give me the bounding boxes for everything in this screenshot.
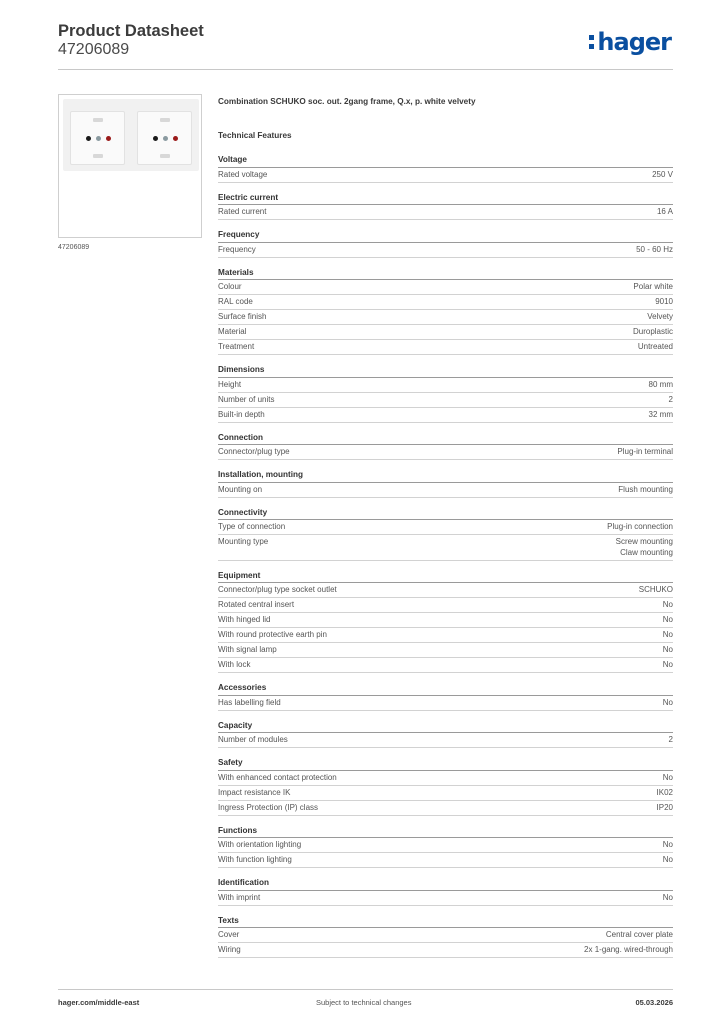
feature-value: Duroplastic <box>632 327 673 336</box>
section-title: Equipment <box>218 569 673 584</box>
section-title: Identification <box>218 876 673 891</box>
feature-row <box>218 891 673 906</box>
feature-label: With orientation lighting <box>218 840 302 850</box>
socket-frame-image <box>63 99 199 171</box>
feature-row <box>218 310 673 325</box>
feature-value-line: Screw mounting <box>615 537 673 546</box>
feature-label: Rated current <box>218 207 267 216</box>
image-caption: 47206089 <box>58 244 90 251</box>
footer-notice: Subject to technical changes <box>316 998 412 1007</box>
feature-value: Plug-in connection <box>607 522 673 531</box>
feature-value: No <box>662 855 673 865</box>
feature-value: No <box>662 697 673 707</box>
feature-value: 50 - 60 Hz <box>636 244 673 254</box>
socket-outlet-right <box>137 111 192 165</box>
feature-label: Connector/plug type <box>218 447 290 456</box>
feature-value: 32 mm <box>648 409 673 419</box>
feature-row <box>218 598 673 613</box>
feature-row <box>218 393 673 408</box>
feature-label: With signal lamp <box>218 645 277 655</box>
feature-label: RAL code <box>218 297 253 306</box>
section-title: Accessories <box>218 681 673 696</box>
section-title: Installation, mounting <box>218 468 673 483</box>
feature-value: 250 V <box>652 169 673 179</box>
feature-row <box>218 535 673 561</box>
feature-row <box>218 786 673 801</box>
section-title: Functions <box>218 824 673 839</box>
feature-label: With enhanced contact protection <box>218 772 337 782</box>
feature-value: Velvety <box>647 312 673 321</box>
section-title: Materials <box>218 266 673 281</box>
feature-row <box>218 733 673 748</box>
feature-label: Number of modules <box>218 735 288 745</box>
feature-value: Polar white <box>633 282 673 291</box>
product-description: Combination SCHUKO soc. out. 2gang frame, Q.x, p. white velvety <box>218 97 476 106</box>
feature-row <box>218 943 673 958</box>
logo-dots-icon <box>589 35 595 49</box>
feature-section <box>218 719 673 749</box>
feature-label: With round protective earth pin <box>218 630 327 640</box>
feature-row <box>218 583 673 598</box>
feature-label: Impact resistance IK <box>218 787 291 797</box>
feature-row <box>218 378 673 393</box>
feature-value: No <box>662 630 673 640</box>
feature-label: With imprint <box>218 892 261 902</box>
feature-row <box>218 205 673 220</box>
feature-value <box>616 536 673 559</box>
hager-logo <box>589 28 671 56</box>
feature-value: No <box>662 660 673 670</box>
feature-label: Height <box>218 379 242 389</box>
feature-section <box>218 506 673 561</box>
feature-label: With lock <box>218 660 251 670</box>
feature-section <box>218 153 673 183</box>
feature-label: Built-in depth <box>218 409 265 419</box>
feature-label: Rotated central insert <box>218 600 295 610</box>
feature-section <box>218 876 673 906</box>
feature-row <box>218 340 673 355</box>
feature-section <box>218 228 673 258</box>
feature-label: Connector/plug type socket outlet <box>218 585 337 595</box>
feature-label: Rated voltage <box>218 169 268 179</box>
feature-value: Flush mounting <box>618 484 673 494</box>
feature-row <box>218 658 673 673</box>
feature-value: 2x 1-gang. wired-through <box>584 945 673 955</box>
feature-value: No <box>662 645 673 655</box>
technical-features-heading: Technical Features <box>218 131 292 140</box>
feature-row <box>218 643 673 658</box>
feature-row <box>218 520 673 535</box>
feature-row <box>218 628 673 643</box>
footer-website: hager.com/middle-east <box>58 998 140 1007</box>
footer-divider <box>58 989 673 990</box>
feature-section <box>218 681 673 711</box>
feature-label: Wiring <box>218 945 241 955</box>
section-title: Connection <box>218 431 673 446</box>
feature-value: No <box>662 772 673 782</box>
feature-value-line: Claw mounting <box>620 548 673 558</box>
feature-row <box>218 243 673 258</box>
feature-row <box>218 928 673 943</box>
feature-value: 2 <box>668 394 673 404</box>
feature-section <box>218 569 673 674</box>
feature-value: 16 A <box>656 207 673 216</box>
feature-label: With hinged lid <box>218 615 271 625</box>
section-title: Dimensions <box>218 363 673 378</box>
feature-value: No <box>662 892 673 902</box>
feature-value: 2 <box>668 735 673 745</box>
feature-value: Central cover plate <box>605 930 673 940</box>
feature-value: Plug-in terminal <box>617 447 673 456</box>
feature-section <box>218 756 673 816</box>
feature-row <box>218 801 673 816</box>
feature-label: Treatment <box>218 342 255 351</box>
section-title: Safety <box>218 756 673 771</box>
product-image <box>58 94 202 238</box>
feature-row <box>218 280 673 295</box>
feature-value: IK02 <box>656 787 673 797</box>
feature-row <box>218 445 673 460</box>
logo-text: hager <box>597 28 671 56</box>
feature-row <box>218 696 673 711</box>
section-title: Connectivity <box>218 506 673 521</box>
feature-section <box>218 468 673 498</box>
technical-features-table <box>218 153 673 966</box>
feature-value: Untreated <box>637 342 673 351</box>
section-title: Frequency <box>218 228 673 243</box>
feature-label: Mounting on <box>218 484 263 494</box>
feature-row <box>218 771 673 786</box>
feature-row <box>218 853 673 868</box>
feature-value: No <box>662 615 673 625</box>
feature-label: Mounting type <box>218 537 269 546</box>
feature-label: Frequency <box>218 244 256 254</box>
feature-row <box>218 295 673 310</box>
feature-label: Number of units <box>218 394 275 404</box>
feature-label: Colour <box>218 282 242 291</box>
section-title: Electric current <box>218 191 673 206</box>
feature-section <box>218 914 673 959</box>
document-header <box>58 22 673 70</box>
feature-value: No <box>662 600 673 610</box>
header-divider <box>58 69 673 70</box>
feature-section <box>218 824 673 869</box>
feature-label: Type of connection <box>218 522 286 531</box>
section-title: Voltage <box>218 153 673 168</box>
feature-section <box>218 191 673 221</box>
feature-row <box>218 408 673 423</box>
feature-label: Material <box>218 327 247 336</box>
feature-value: IP20 <box>656 802 673 812</box>
feature-label: Has labelling field <box>218 697 281 707</box>
document-title: Product Datasheet <box>58 22 204 40</box>
feature-label: With function lighting <box>218 855 292 865</box>
feature-row <box>218 168 673 183</box>
feature-value: SCHUKO <box>638 585 673 595</box>
feature-row <box>218 325 673 340</box>
feature-section <box>218 266 673 356</box>
feature-value: No <box>662 840 673 850</box>
feature-row <box>218 613 673 628</box>
feature-section <box>218 363 673 423</box>
feature-label: Ingress Protection (IP) class <box>218 802 319 812</box>
feature-label: Cover <box>218 930 240 940</box>
section-title: Texts <box>218 914 673 929</box>
feature-section <box>218 431 673 461</box>
feature-value: 80 mm <box>648 379 673 389</box>
feature-row <box>218 838 673 853</box>
product-number: 47206089 <box>58 41 130 58</box>
section-title: Capacity <box>218 719 673 734</box>
socket-outlet-left <box>70 111 125 165</box>
footer-date: 05.03.2026 <box>635 998 673 1007</box>
feature-value: 9010 <box>655 297 673 306</box>
feature-row <box>218 483 673 498</box>
feature-label: Surface finish <box>218 312 267 321</box>
